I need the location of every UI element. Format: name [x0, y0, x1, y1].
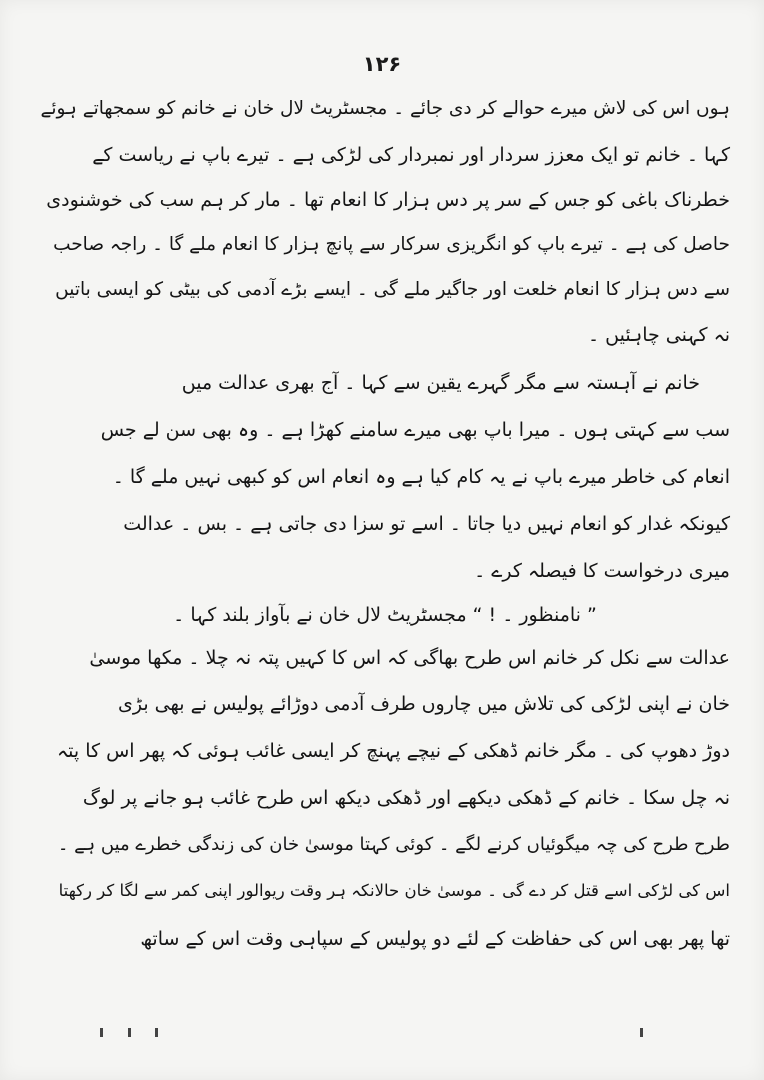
text-line: خان نے اپنی لڑکی کی تلاش میں چاروں طرف آدمی دوڑائے پولیس نے بھی بڑی — [117, 693, 730, 715]
text-line: عدالت سے نکل کر خانم اس طرح بھاگی کہ اس کا کہیں پتہ نہ چلا ۔ مکھا موسیٰ — [89, 647, 730, 669]
scan-edge-marks — [0, 1028, 764, 1038]
text-line: دوڑ دھوپ کی ۔ مگر خانم ڈھکی کے نیچے پہنچ کر ایسی غائب ہوئی کہ پھر اس کا پتہ — [57, 740, 730, 762]
text-line: اس کی لڑکی اسے قتل کر دے گی ۔ موسیٰ خان حالانکہ ہر وقت ریوالور اپنی کمر سے لگا کر رکھتا — [58, 881, 730, 900]
text-line: طرح طرح کی چہ میگوئیاں کرنے لگے ۔ کوئی کہتا موسیٰ خان کی زندگی خطرے میں ہے ۔ — [57, 834, 730, 855]
text-line: نہ کہنی چاہئیں ۔ — [587, 324, 730, 346]
text-line: کہا ۔ خانم تو ایک معزز سردار اور نمبردار کی لڑکی ہے ۔ تیرے باپ نے ریاست کے — [92, 144, 730, 166]
text-line: خانم نے آہستہ سے مگر گہرے یقین سے کہا ۔ آج بھری عدالت میں — [181, 372, 700, 394]
text-line: سے دس ہزار کا انعام خلعت اور جاگیر ملے گی ۔ ایسے بڑے آدمی کی بیٹی کو ایسی باتیں — [55, 279, 730, 300]
text-line: خطرناک باغی کو جس کے سر پر دس ہزار کا انعام تھا ۔ مار کر ہم سب کی خوشنودی — [46, 189, 730, 211]
text-line: ہوں اس کی لاش میرے حوالے کر دی جائے ۔ مجسٹریٹ لال خان نے خانم کو سمجھاتے ہوئے — [40, 98, 730, 119]
page-number: ۱۲۶ — [362, 52, 402, 76]
text-line: نہ چل سکا ۔ خانم کے ڈھکی دیکھے اور ڈھکی دیکھ اس طرح غائب ہو جانے پر لوگ — [82, 787, 730, 809]
text-line: تھا پھر بھی اس کی حفاظت کے لئے دو پولیس کے سپاہی وقت اس کے ساتھ — [140, 928, 730, 950]
text-line: میری درخواست کا فیصلہ کرے ۔ — [474, 560, 730, 582]
text-line: ” نامنظور ۔ ! “ مجسٹریٹ لال خان نے بآواز بلند کہا ۔ — [173, 604, 597, 626]
text-line: انعام کی خاطر میرے باپ نے یہ کام کیا ہے وہ انعام اس کو کبھی نہیں ملے گا ۔ — [112, 466, 730, 488]
text-line: حاصل کی ہے ۔ تیرے باپ کو انگریزی سرکار سے پانچ ہزار کا انعام ملے گا ۔ راجہ صاحب — [53, 234, 730, 255]
text-line: کیونکہ غدار کو انعام نہیں دیا جاتا ۔ اسے تو سزا دی جاتی ہے ۔ بس ۔ عدالت — [123, 513, 730, 535]
text-line: سب سے کہتی ہوں ۔ میرا باپ بھی میرے سامنے کھڑا ہے ۔ وہ بھی سن لے جس — [100, 419, 730, 441]
